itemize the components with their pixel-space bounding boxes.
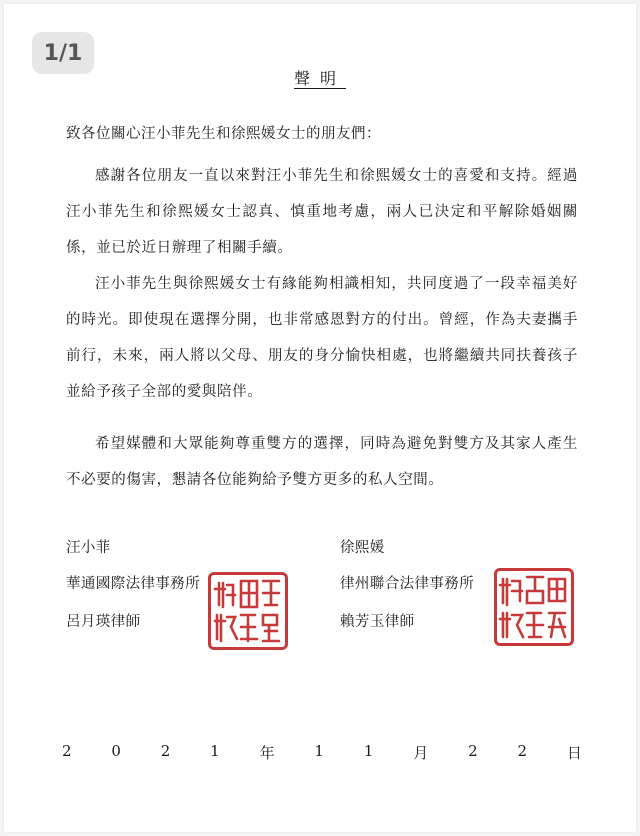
document-title: 聲明 xyxy=(293,69,346,88)
date-char: 1 xyxy=(314,742,324,760)
right-law-firm: 律州聯合法律事務所 xyxy=(340,576,475,592)
document-date xyxy=(62,742,582,763)
paragraph-3: 希望媒體和大眾能夠尊重雙方的選擇，同時為避免對雙方及其家人產生不必要的傷害，懇請各位能夠給予雙方更多的私人空間。 xyxy=(66,436,578,488)
salutation: 致各位關心汪小菲先生和徐熙媛女士的朋友們： xyxy=(66,126,381,142)
date-char: 1 xyxy=(363,742,374,760)
lawyer-seal-stamp-left xyxy=(208,572,288,650)
date-char: 1 xyxy=(210,742,220,760)
date-char: 2 xyxy=(160,742,171,760)
right-signatory-name: 徐熙媛 xyxy=(340,540,385,556)
paragraph-2: 汪小菲先生與徐熙媛女士有緣能夠相識相知，共同度過了一段幸福美好的時光。即使現在選擇分開，也非常感恩對方的付出。曾經，作為夫妻攜手前行，未來，兩人將以父母、朋友的身分愉快相處，也將繼續共同扶養孩子並給予孩子全部的愛與陪伴。 xyxy=(66,276,578,400)
left-signatory-name: 汪小菲 xyxy=(66,540,111,556)
right-lawyer-name: 賴芳玉律師 xyxy=(340,614,415,630)
date-char: 月 xyxy=(413,744,429,762)
paragraph-1: 感謝各位朋友一直以來對汪小菲先生和徐熙媛女士的喜愛和支持。經過汪小菲先生和徐熙媛女士認真、慎重地考慮，兩人已決定和平解除婚姻關係，並已於近日辦理了相關手續。 xyxy=(66,168,578,256)
date-char: 0 xyxy=(111,742,121,760)
date-char: 2 xyxy=(517,742,527,760)
date-char: 日 xyxy=(566,744,582,762)
date-char: 年 xyxy=(259,744,275,762)
date-char: 2 xyxy=(468,742,478,760)
left-lawyer-name: 呂月瑛律師 xyxy=(66,614,141,630)
left-law-firm: 華通國際法律事務所 xyxy=(66,576,201,592)
lawyer-seal-stamp-right xyxy=(494,568,574,646)
page-indicator-badge: 1/1 xyxy=(32,32,94,74)
date-char: 2 xyxy=(62,742,72,760)
